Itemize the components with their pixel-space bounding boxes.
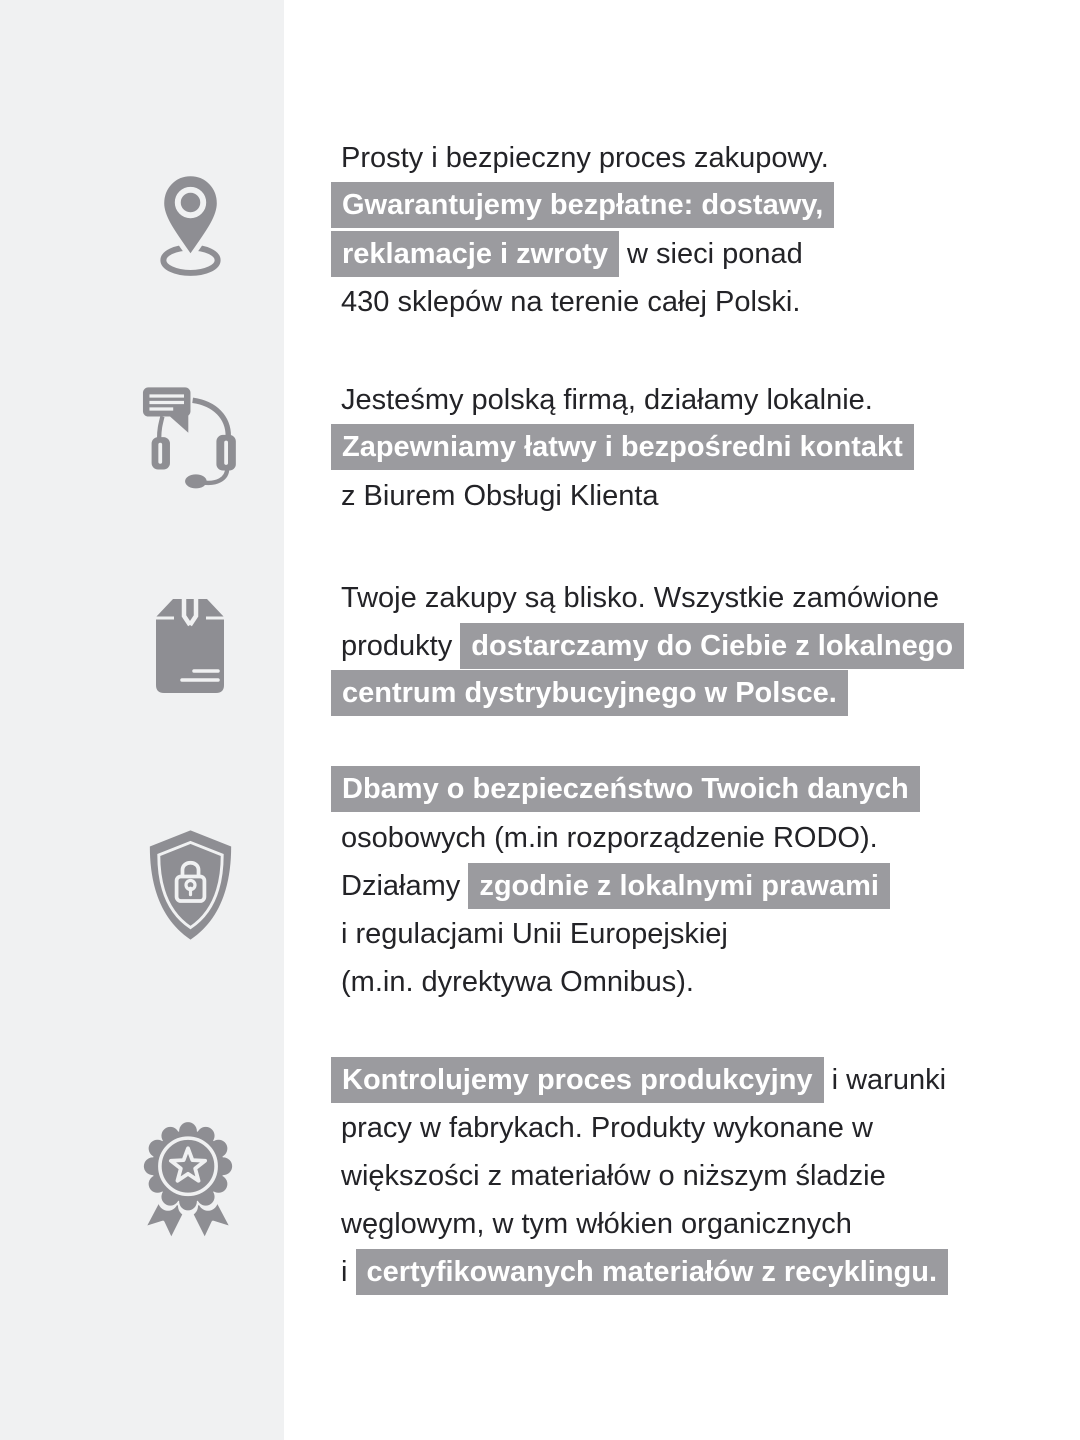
highlighted-text: Dbamy o bezpieczeństwo Twoich danych xyxy=(331,766,920,812)
plain-text: (m.in. dyrektywa Omnibus). xyxy=(341,966,694,998)
text-line xyxy=(331,472,914,520)
highlighted-text: Gwarantujemy bezpłatne: dostawy, xyxy=(331,182,834,228)
icon-sidebar xyxy=(0,0,284,1440)
text-line xyxy=(331,910,920,958)
feature-section-free-delivery xyxy=(331,134,834,326)
plain-text: pracy w fabrykach. Produkty wykonane w xyxy=(341,1112,873,1144)
highlighted-text: Kontrolujemy proces produkcyjny xyxy=(331,1057,824,1103)
plain-text: 430 sklepów na terenie całej Polski. xyxy=(341,286,801,318)
text-line xyxy=(331,134,834,182)
package-box-icon xyxy=(140,585,240,705)
text-line xyxy=(331,1152,948,1200)
text-line xyxy=(331,766,920,814)
text-line xyxy=(331,1056,948,1104)
highlighted-text: Zapewniamy łatwy i bezpośredni kontakt xyxy=(331,424,914,470)
highlighted-text: reklamacje i zwroty xyxy=(331,231,619,277)
plain-text: osobowych (m.in rozporządzenie RODO). xyxy=(341,822,878,854)
location-pin-icon xyxy=(148,172,233,278)
award-badge-icon xyxy=(128,1116,248,1250)
text-line xyxy=(331,814,920,862)
plain-text: Jesteśmy polską firmą, działamy lokalnie. xyxy=(341,384,873,416)
highlighted-text: centrum dystrybucyjnego w Polsce. xyxy=(331,670,848,716)
highlighted-text: zgodnie z lokalnymi prawami xyxy=(468,863,890,909)
text-line xyxy=(331,278,834,326)
plain-text: Działamy xyxy=(341,870,469,902)
text-line xyxy=(331,1248,948,1296)
plain-text: węglowym, w tym włókien organicznych xyxy=(341,1208,852,1240)
text-line xyxy=(331,376,914,424)
text-line xyxy=(331,862,920,910)
text-line xyxy=(331,958,920,1006)
plain-text: i warunki xyxy=(823,1064,947,1096)
plain-text: większości z materiałów o niższym śladzie xyxy=(341,1160,886,1192)
feature-section-production-control xyxy=(331,1056,948,1296)
text-line xyxy=(331,182,834,230)
text-line xyxy=(331,574,964,622)
highlighted-text: dostarczamy do Ciebie z lokalnego xyxy=(460,623,964,669)
text-line xyxy=(331,1104,948,1152)
headset-chat-icon xyxy=(130,382,238,490)
text-line xyxy=(331,424,914,472)
text-line xyxy=(331,622,964,670)
feature-section-local-distribution xyxy=(331,574,964,718)
feature-section-data-security xyxy=(331,766,920,1006)
plain-text: Prosty i bezpieczny proces zakupowy. xyxy=(341,142,829,174)
plain-text: i regulacjami Unii Europejskiej xyxy=(341,918,728,950)
text-line xyxy=(331,230,834,278)
plain-text: produkty xyxy=(341,630,461,662)
plain-text: i xyxy=(341,1256,356,1288)
plain-text: z Biurem Obsługi Klienta xyxy=(341,480,659,512)
shield-lock-icon xyxy=(137,826,244,944)
plain-text: Twoje zakupy są blisko. Wszystkie zamówione xyxy=(341,582,939,614)
text-line xyxy=(331,1200,948,1248)
text-line xyxy=(331,670,964,718)
feature-section-customer-service xyxy=(331,376,914,520)
highlighted-text: certyfikowanych materiałów z recyklingu. xyxy=(356,1249,949,1295)
plain-text: w sieci ponad xyxy=(618,238,803,270)
